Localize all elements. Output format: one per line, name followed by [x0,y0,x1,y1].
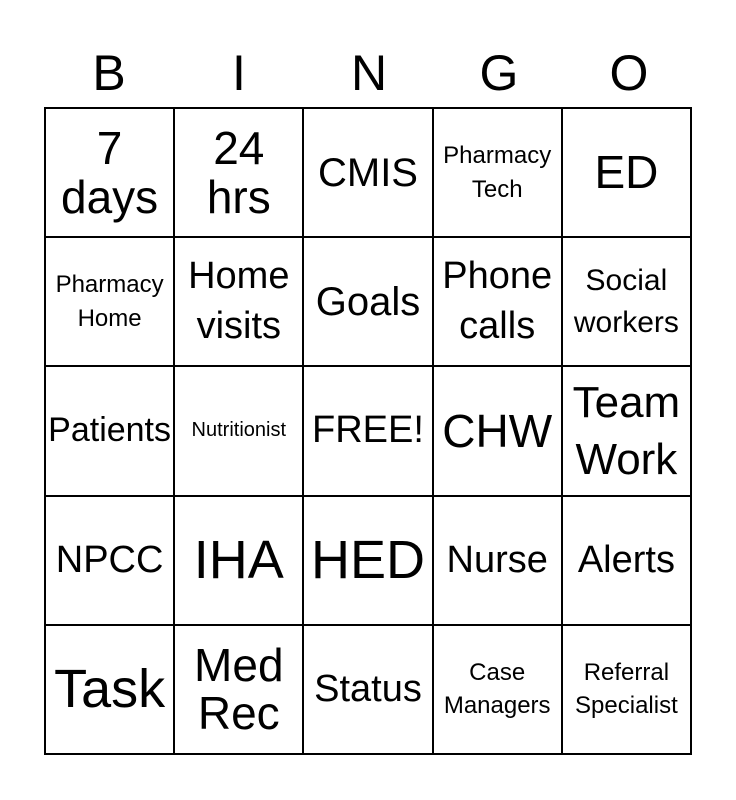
cell-text: CMIS [317,150,418,195]
bingo-header [44,40,694,106]
bingo-cell [303,625,432,754]
bingo-cell [303,237,432,366]
bingo-cell [433,496,562,625]
cell-text: Nutritionist [191,419,287,442]
cell-text: Task [54,658,166,719]
bingo-cell [433,108,562,237]
bingo-cell [45,625,174,754]
cell-text: HED [310,529,425,590]
bingo-cell [433,237,562,366]
bingo-cell [433,366,562,495]
cell-text: Alerts [577,538,675,581]
bingo-cell [562,366,691,495]
cell-text: Home visits [188,255,290,347]
cell-text: ED [594,146,659,199]
cell-text: IHA [193,529,284,590]
cell-text: Referral Specialist [575,658,678,720]
header-letter-o: O [609,45,649,101]
bingo-cell [303,366,432,495]
cell-text: Phone calls [442,255,553,347]
bingo-cell [562,237,691,366]
bingo-cell [45,496,174,625]
header-letter-i: I [232,45,246,101]
bingo-cell [174,108,303,237]
bingo-cell [303,496,432,625]
cell-text: Team Work [572,377,681,484]
header-letter-n: N [350,45,388,101]
bingo-cell [433,625,562,754]
cell-text: Case Managers [443,658,551,720]
bingo-cell [303,108,432,237]
bingo-cell [562,625,691,754]
cell-text: Med Rec [194,639,284,740]
bingo-cell [45,366,174,495]
bingo-cell [174,366,303,495]
cell-text: Nurse [446,538,548,581]
bingo-cell [45,237,174,366]
bingo-cell [562,108,691,237]
header-letter-g: G [479,45,519,101]
cell-text: NPCC [55,538,164,581]
cell-text: 7 days [61,122,159,223]
cell-text: Status [314,667,422,710]
cell-text: CHW [442,404,553,457]
bingo-cell [174,496,303,625]
bingo-cell [174,625,303,754]
bingo-cell [174,237,303,366]
bingo-card-grid [44,107,692,755]
bingo-cell [562,496,691,625]
cell-text: Goals [315,279,421,324]
header-letter-b: B [92,45,126,101]
bingo-cell [45,108,174,237]
cell-text: Pharmacy Home [55,271,164,332]
cell-text: Social workers [573,263,679,339]
cell-text: Patients [48,411,172,450]
cell-text: Pharmacy Tech [443,142,552,203]
cell-text: 24 hrs [206,122,271,223]
cell-text: FREE! [312,409,424,452]
